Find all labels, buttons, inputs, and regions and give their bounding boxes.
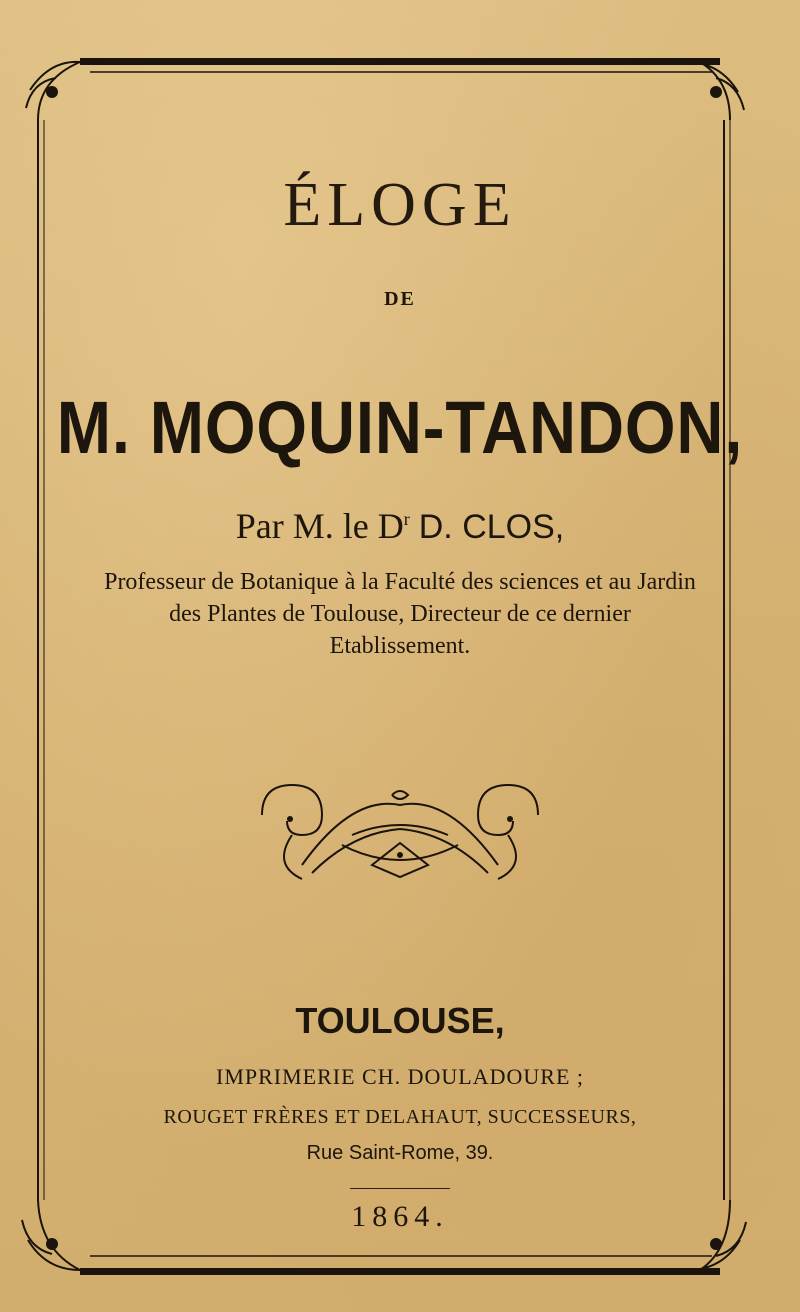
imprint-city: TOULOUSE, (295, 1000, 505, 1041)
author-prefix: Par M. le D (235, 506, 404, 546)
subject-name: M. MOQUIN-TANDON, (56, 386, 744, 469)
imprint-address: Rue Saint-Rome, 39. (306, 1142, 494, 1164)
title-eloge: ÉLOGE (283, 171, 517, 239)
title-de: DE (384, 288, 416, 310)
ornament-vignette (252, 775, 548, 885)
author-description: Professeur de Botanique à la Faculté des sciences et au Jardin des Plantes de Toulouse, Directeur de ce dernier Etablissement. (104, 569, 696, 659)
imprint-printer: IMPRIMERIE CH. DOULADOURE ; (216, 1064, 584, 1089)
imprint-year: 1864. (351, 1200, 449, 1233)
divider-rule (350, 1188, 450, 1189)
author-line (0, 505, 800, 547)
imprint-successors: ROUGET FRÈRES ET DELAHAUT, SUCCESSEURS, (163, 1106, 637, 1128)
author-degree: r (403, 509, 410, 529)
author-name: D. CLOS, (418, 508, 565, 546)
